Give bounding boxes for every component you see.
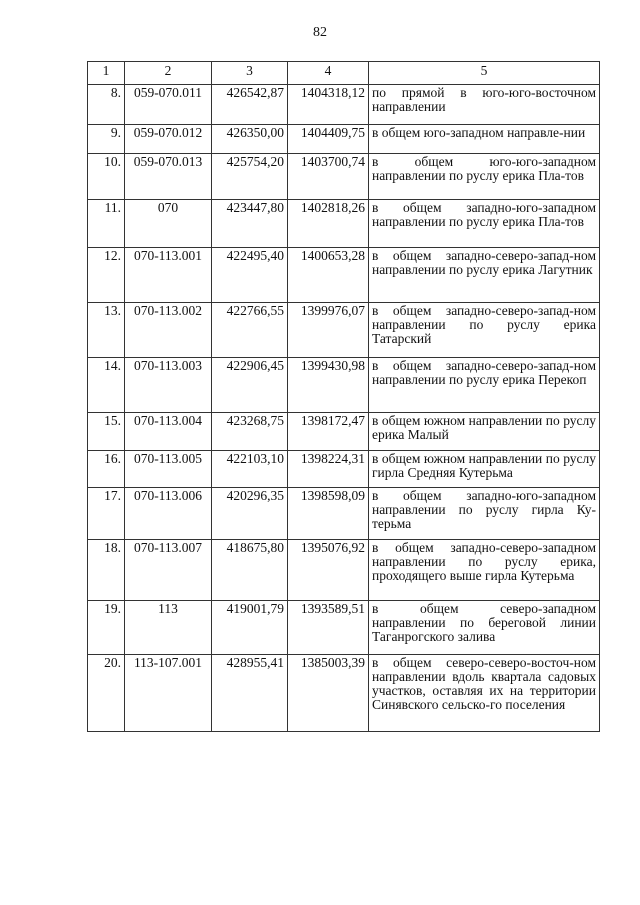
column-header-2: 2 (125, 62, 212, 85)
description-cell: в общем южном направлении по руслу гирла Средняя Кутерьма (369, 451, 600, 488)
point-code-cell: 070-113.003 (125, 358, 212, 413)
coordinate-x-cell: 422103,10 (212, 451, 288, 488)
point-code-cell: 070-113.002 (125, 303, 212, 358)
point-code-cell: 113 (125, 601, 212, 655)
column-header-4: 4 (288, 62, 369, 85)
coordinate-x-cell: 422906,45 (212, 358, 288, 413)
point-code-cell: 070-113.005 (125, 451, 212, 488)
coordinate-y-cell: 1399430,98 (288, 358, 369, 413)
point-code-cell: 070-113.001 (125, 248, 212, 303)
coordinate-x-cell: 423447,80 (212, 200, 288, 248)
column-header-5: 5 (369, 62, 600, 85)
coordinate-x-cell: 425754,20 (212, 154, 288, 200)
boundary-description-table (87, 61, 600, 732)
coordinate-y-cell: 1395076,92 (288, 540, 369, 601)
point-code-cell: 059-070.013 (125, 154, 212, 200)
column-header-1: 1 (88, 62, 125, 85)
coordinate-x-cell: 418675,80 (212, 540, 288, 601)
table-row (88, 248, 600, 303)
description-cell: в общем юго-юго-западном направлении по руслу ерика Пла-тов (369, 154, 600, 200)
table-row (88, 655, 600, 732)
point-code-cell: 070-113.004 (125, 413, 212, 451)
description-cell: в общем западно-юго-западном направлении по руслу гирла Ку-терьма (369, 488, 600, 540)
coordinate-y-cell: 1403700,74 (288, 154, 369, 200)
table-row (88, 358, 600, 413)
coordinate-y-cell: 1398598,09 (288, 488, 369, 540)
row-number-cell: 18. (88, 540, 125, 601)
table-row (88, 413, 600, 451)
point-code-cell: 070 (125, 200, 212, 248)
point-code-cell: 070-113.007 (125, 540, 212, 601)
coordinate-x-cell: 422495,40 (212, 248, 288, 303)
description-cell: в общем западно-северо-запад-ном направлении по руслу ерика Перекоп (369, 358, 600, 413)
row-number-cell: 20. (88, 655, 125, 732)
table-row (88, 85, 600, 125)
row-number-cell: 16. (88, 451, 125, 488)
description-cell: в общем южном направлении по руслу ерика Малый (369, 413, 600, 451)
row-number-cell: 17. (88, 488, 125, 540)
coordinate-y-cell: 1399976,07 (288, 303, 369, 358)
table-row (88, 451, 600, 488)
coordinate-y-cell: 1398224,31 (288, 451, 369, 488)
page-number: 82 (313, 25, 327, 40)
point-code-cell: 070-113.006 (125, 488, 212, 540)
row-number-cell: 11. (88, 200, 125, 248)
coordinate-x-cell: 428955,41 (212, 655, 288, 732)
table-row (88, 125, 600, 154)
table-row (88, 540, 600, 601)
row-number-cell: 9. (88, 125, 125, 154)
description-cell: в общем западно-северо-запад-ном направлении по руслу ерика Лагутник (369, 248, 600, 303)
row-number-cell: 14. (88, 358, 125, 413)
row-number-cell: 12. (88, 248, 125, 303)
description-cell: в общем западно-юго-западном направлении по руслу ерика Пла-тов (369, 200, 600, 248)
table-row (88, 303, 600, 358)
table-row (88, 200, 600, 248)
description-cell: в общем западно-северо-западном направлении по руслу ерика, проходящего выше гирла Кутерьма (369, 540, 600, 601)
description-cell: в общем северо-северо-восточ-ном направлении вдоль квартала садовых участков, оставляя их на территории Синявского сельско-го поселения (369, 655, 600, 732)
coordinate-x-cell: 423268,75 (212, 413, 288, 451)
row-number-cell: 19. (88, 601, 125, 655)
description-cell: в общем северо-западном направлении по береговой линии Таганрогского залива (369, 601, 600, 655)
description-cell: в общем юго-западном направле-нии (369, 125, 600, 154)
coordinate-x-cell: 426350,00 (212, 125, 288, 154)
point-code-cell: 059-070.012 (125, 125, 212, 154)
row-number-cell: 8. (88, 85, 125, 125)
coordinate-y-cell: 1402818,26 (288, 200, 369, 248)
row-number-cell: 10. (88, 154, 125, 200)
table-row (88, 154, 600, 200)
coordinate-x-cell: 419001,79 (212, 601, 288, 655)
coordinate-y-cell: 1393589,51 (288, 601, 369, 655)
column-header-3: 3 (212, 62, 288, 85)
coordinate-y-cell: 1404318,12 (288, 85, 369, 125)
table-row (88, 601, 600, 655)
description-cell: в общем западно-северо-запад-ном направлении по руслу ерика Татарский (369, 303, 600, 358)
coordinate-x-cell: 422766,55 (212, 303, 288, 358)
row-number-cell: 13. (88, 303, 125, 358)
table-row (88, 488, 600, 540)
coordinate-y-cell: 1398172,47 (288, 413, 369, 451)
coordinate-x-cell: 426542,87 (212, 85, 288, 125)
coordinate-x-cell: 420296,35 (212, 488, 288, 540)
coordinate-y-cell: 1400653,28 (288, 248, 369, 303)
coordinate-y-cell: 1404409,75 (288, 125, 369, 154)
coordinate-y-cell: 1385003,39 (288, 655, 369, 732)
point-code-cell: 113-107.001 (125, 655, 212, 732)
table-header-row (88, 62, 600, 85)
description-cell: по прямой в юго-юго-восточном направлении (369, 85, 600, 125)
point-code-cell: 059-070.011 (125, 85, 212, 125)
row-number-cell: 15. (88, 413, 125, 451)
